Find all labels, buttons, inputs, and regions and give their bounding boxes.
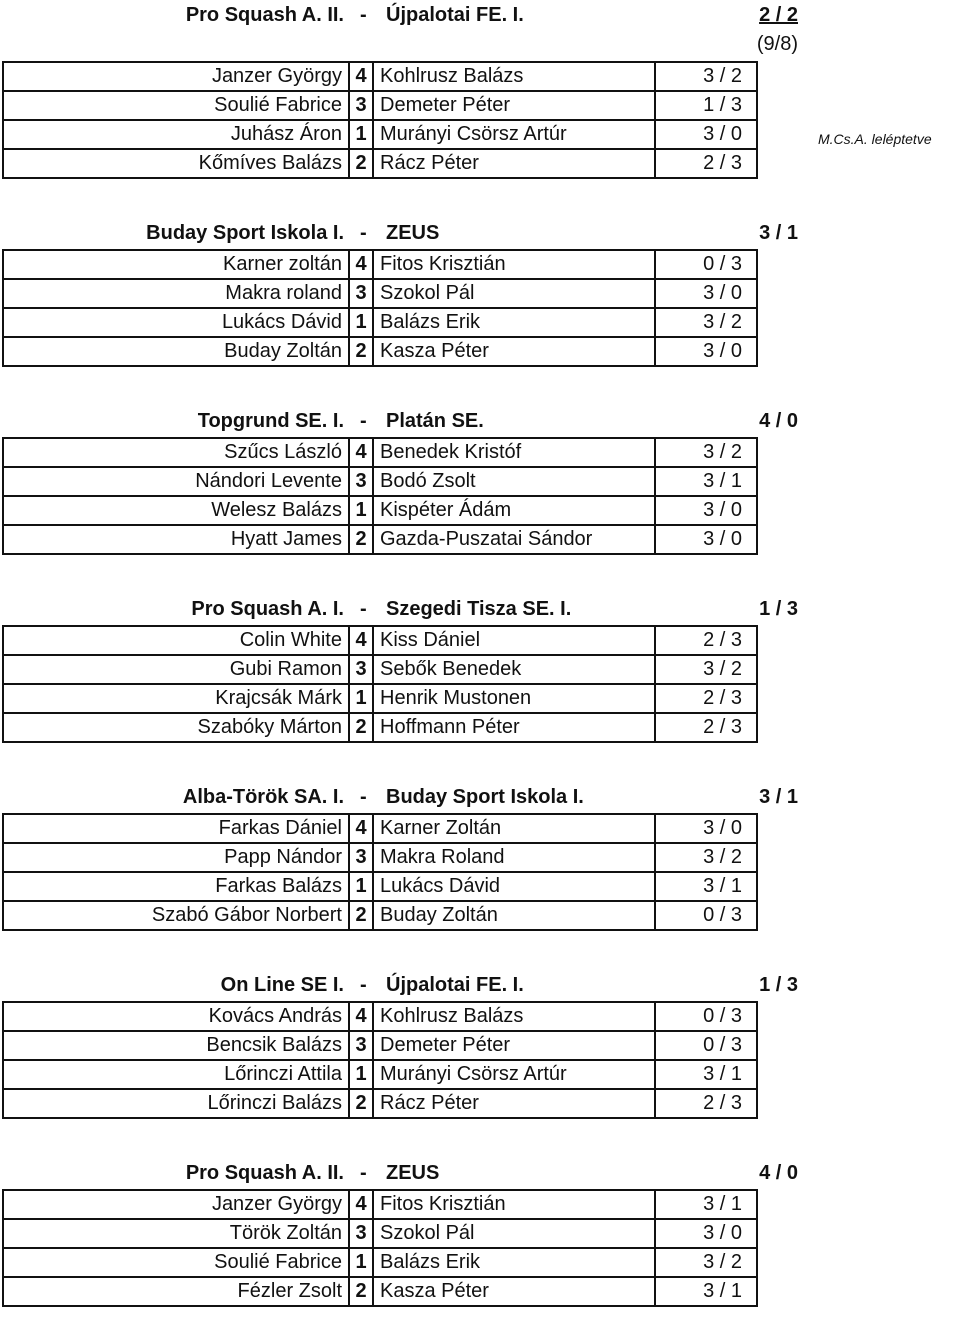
away-team-name: ZEUS — [386, 222, 440, 244]
home-team-name: Pro Squash A. I. — [191, 598, 344, 620]
game-order: 4 — [349, 626, 373, 655]
away-player: Makra Roland — [373, 843, 655, 872]
home-player: Gubi Ramon — [3, 655, 349, 684]
separator: - — [360, 1162, 367, 1184]
game-order: 2 — [349, 525, 373, 554]
table-row — [3, 1060, 757, 1089]
match-total-score: 1 / 3 — [759, 974, 798, 996]
home-player: Szabóky Márton — [3, 713, 349, 742]
away-player: Lukács Dávid — [373, 872, 655, 901]
table-row — [3, 1089, 757, 1118]
home-player: Farkas Dániel — [3, 814, 349, 843]
separator: - — [360, 598, 367, 620]
home-player: Lőrinczi Attila — [3, 1060, 349, 1089]
game-score: 0 / 3 — [655, 901, 757, 930]
table-row — [3, 337, 757, 366]
match-total-score: 3 / 1 — [759, 786, 798, 808]
away-team-name: Újpalotai FE. I. — [386, 4, 524, 26]
games-table — [2, 249, 758, 367]
table-row — [3, 279, 757, 308]
home-player: Juhász Áron — [3, 120, 349, 149]
away-player: Balázs Erik — [373, 308, 655, 337]
away-player: Karner Zoltán — [373, 814, 655, 843]
game-score: 3 / 0 — [655, 814, 757, 843]
game-score: 3 / 2 — [655, 62, 757, 91]
table-row — [3, 684, 757, 713]
games-table — [2, 1189, 758, 1307]
home-player: Buday Zoltán — [3, 337, 349, 366]
table-row — [3, 843, 757, 872]
match-total-score: 2 / 2 — [759, 4, 798, 26]
game-score: 3 / 0 — [655, 525, 757, 554]
table-row — [3, 713, 757, 742]
away-player: Kiss Dániel — [373, 626, 655, 655]
game-score: 1 / 3 — [655, 91, 757, 120]
away-player: Murányi Csörsz Artúr — [373, 120, 655, 149]
game-score: 3 / 1 — [655, 1060, 757, 1089]
sub-score: (9/8) — [756, 33, 798, 55]
home-player: Karner zoltán — [3, 250, 349, 279]
home-team-name: Alba-Török SA. I. — [182, 786, 344, 808]
game-score: 3 / 0 — [655, 279, 757, 308]
table-row — [3, 308, 757, 337]
home-team-name: Pro Squash A. II. — [185, 4, 344, 26]
game-score: 0 / 3 — [655, 250, 757, 279]
match-total-score: 1 / 3 — [759, 598, 798, 620]
game-order: 4 — [349, 1002, 373, 1031]
separator: - — [360, 4, 367, 26]
table-row — [3, 1002, 757, 1031]
away-player: Kohlrusz Balázs — [373, 1002, 655, 1031]
home-player: Szűcs László — [3, 438, 349, 467]
game-score: 0 / 3 — [655, 1031, 757, 1060]
home-player: Török Zoltán — [3, 1219, 349, 1248]
game-score: 2 / 3 — [655, 713, 757, 742]
table-row — [3, 1190, 757, 1219]
games-table — [2, 1001, 758, 1119]
game-score: 3 / 2 — [655, 308, 757, 337]
game-order: 4 — [349, 438, 373, 467]
game-order: 2 — [349, 713, 373, 742]
game-order: 2 — [349, 1089, 373, 1118]
table-row — [3, 149, 757, 178]
table-row — [3, 1031, 757, 1060]
home-player: Janzer György — [3, 1190, 349, 1219]
match-header — [0, 0, 960, 31]
away-player: Demeter Péter — [373, 91, 655, 120]
away-player: Henrik Mustonen — [373, 684, 655, 713]
table-row — [3, 626, 757, 655]
away-team-name: Szegedi Tisza SE. I. — [386, 598, 572, 620]
away-player: Fitos Krisztián — [373, 250, 655, 279]
home-player: Farkas Balázs — [3, 872, 349, 901]
table-row — [3, 438, 757, 467]
game-order: 1 — [349, 120, 373, 149]
match-header — [0, 406, 960, 437]
home-player: Bencsik Balázs — [3, 1031, 349, 1060]
away-player: Gazda-Puszatai Sándor — [373, 525, 655, 554]
game-order: 1 — [349, 684, 373, 713]
home-player: Lukács Dávid — [3, 308, 349, 337]
game-order: 3 — [349, 655, 373, 684]
game-score: 3 / 1 — [655, 467, 757, 496]
match-block — [0, 970, 960, 1114]
table-row — [3, 250, 757, 279]
home-player: Makra roland — [3, 279, 349, 308]
games-table — [2, 813, 758, 931]
games-table — [2, 625, 758, 743]
home-player: Fézler Zsolt — [3, 1277, 349, 1306]
home-player: Soulié Fabrice — [3, 1248, 349, 1277]
game-score: 2 / 3 — [655, 149, 757, 178]
away-player: Kasza Péter — [373, 1277, 655, 1306]
game-score: 0 / 3 — [655, 1002, 757, 1031]
away-team-name: Buday Sport Iskola I. — [386, 786, 584, 808]
game-order: 1 — [349, 1060, 373, 1089]
away-player: Rácz Péter — [373, 1089, 655, 1118]
away-player: Bodó Zsolt — [373, 467, 655, 496]
match-total-score: 4 / 0 — [759, 1162, 798, 1184]
away-team-name: ZEUS — [386, 1162, 440, 1184]
match-header — [0, 218, 960, 249]
match-block — [0, 406, 960, 550]
table-row — [3, 91, 757, 120]
game-score: 3 / 2 — [655, 438, 757, 467]
game-order: 3 — [349, 843, 373, 872]
home-team-name: On Line SE I. — [220, 974, 344, 996]
game-score: 2 / 3 — [655, 684, 757, 713]
home-player: Soulié Fabrice — [3, 91, 349, 120]
game-order: 4 — [349, 62, 373, 91]
match-block — [0, 594, 960, 738]
separator: - — [360, 974, 367, 996]
game-order: 2 — [349, 149, 373, 178]
table-row — [3, 120, 757, 149]
game-order: 3 — [349, 467, 373, 496]
game-order: 2 — [349, 1277, 373, 1306]
away-player: Sebők Benedek — [373, 655, 655, 684]
game-score: 3 / 2 — [655, 1248, 757, 1277]
match-total-score: 4 / 0 — [759, 410, 798, 432]
game-score: 3 / 2 — [655, 843, 757, 872]
away-team-name: Újpalotai FE. I. — [386, 974, 524, 996]
game-order: 1 — [349, 872, 373, 901]
match-block — [0, 782, 960, 926]
table-row — [3, 1277, 757, 1306]
game-order: 3 — [349, 1031, 373, 1060]
away-player: Szokol Pál — [373, 1219, 655, 1248]
away-team-name: Platán SE. — [386, 410, 484, 432]
separator: - — [360, 410, 367, 432]
away-player: Hoffmann Péter — [373, 713, 655, 742]
game-order: 2 — [349, 337, 373, 366]
table-row — [3, 1248, 757, 1277]
game-order: 2 — [349, 901, 373, 930]
home-player: Lőrinczi Balázs — [3, 1089, 349, 1118]
separator: - — [360, 786, 367, 808]
game-score: 3 / 1 — [655, 1277, 757, 1306]
home-player: Papp Nándor — [3, 843, 349, 872]
game-order: 3 — [349, 91, 373, 120]
game-score: 3 / 1 — [655, 872, 757, 901]
table-row — [3, 655, 757, 684]
table-row — [3, 872, 757, 901]
game-score: 3 / 0 — [655, 120, 757, 149]
away-player: Szokol Pál — [373, 279, 655, 308]
game-score: 3 / 0 — [655, 496, 757, 525]
game-order: 4 — [349, 250, 373, 279]
table-row — [3, 496, 757, 525]
game-order: 4 — [349, 814, 373, 843]
home-player: Nándori Levente — [3, 467, 349, 496]
games-table — [2, 437, 758, 555]
away-player: Kohlrusz Balázs — [373, 62, 655, 91]
games-table — [2, 61, 758, 179]
table-row — [3, 814, 757, 843]
game-order: 1 — [349, 308, 373, 337]
table-row — [3, 62, 757, 91]
game-order: 1 — [349, 1248, 373, 1277]
home-player: Welesz Balázs — [3, 496, 349, 525]
away-player: Demeter Péter — [373, 1031, 655, 1060]
home-player: Colin White — [3, 626, 349, 655]
game-score: 2 / 3 — [655, 1089, 757, 1118]
match-block — [0, 218, 960, 362]
match-header — [0, 1158, 960, 1189]
away-player: Murányi Csörsz Artúr — [373, 1060, 655, 1089]
match-block — [0, 0, 960, 174]
game-score: 3 / 0 — [655, 1219, 757, 1248]
home-team-name: Topgrund SE. I. — [197, 410, 344, 432]
away-player: Balázs Erik — [373, 1248, 655, 1277]
table-row — [3, 901, 757, 930]
match-header — [0, 782, 960, 813]
game-score: 2 / 3 — [655, 626, 757, 655]
home-player: Krajcsák Márk — [3, 684, 349, 713]
home-player: Janzer György — [3, 62, 349, 91]
away-player: Rácz Péter — [373, 149, 655, 178]
table-row — [3, 467, 757, 496]
table-row — [3, 525, 757, 554]
home-player: Kovács András — [3, 1002, 349, 1031]
game-score: 3 / 1 — [655, 1190, 757, 1219]
sub-score-row — [0, 31, 960, 61]
game-order: 3 — [349, 1219, 373, 1248]
match-header — [0, 970, 960, 1001]
match-total-score: 3 / 1 — [759, 222, 798, 244]
game-note: M.Cs.A. leléptetve — [818, 131, 932, 147]
home-player: Szabó Gábor Norbert — [3, 901, 349, 930]
game-order: 3 — [349, 279, 373, 308]
game-order: 1 — [349, 496, 373, 525]
home-player: Hyatt James — [3, 525, 349, 554]
separator: - — [360, 222, 367, 244]
match-header — [0, 594, 960, 625]
match-block — [0, 1158, 960, 1302]
table-row — [3, 1219, 757, 1248]
away-player: Kasza Péter — [373, 337, 655, 366]
away-player: Benedek Kristóf — [373, 438, 655, 467]
home-player: Kőmíves Balázs — [3, 149, 349, 178]
away-player: Fitos Krisztián — [373, 1190, 655, 1219]
game-score: 3 / 2 — [655, 655, 757, 684]
away-player: Buday Zoltán — [373, 901, 655, 930]
home-team-name: Buday Sport Iskola I. — [146, 222, 344, 244]
home-team-name: Pro Squash A. II. — [185, 1162, 344, 1184]
game-order: 4 — [349, 1190, 373, 1219]
away-player: Kispéter Ádám — [373, 496, 655, 525]
game-score: 3 / 0 — [655, 337, 757, 366]
